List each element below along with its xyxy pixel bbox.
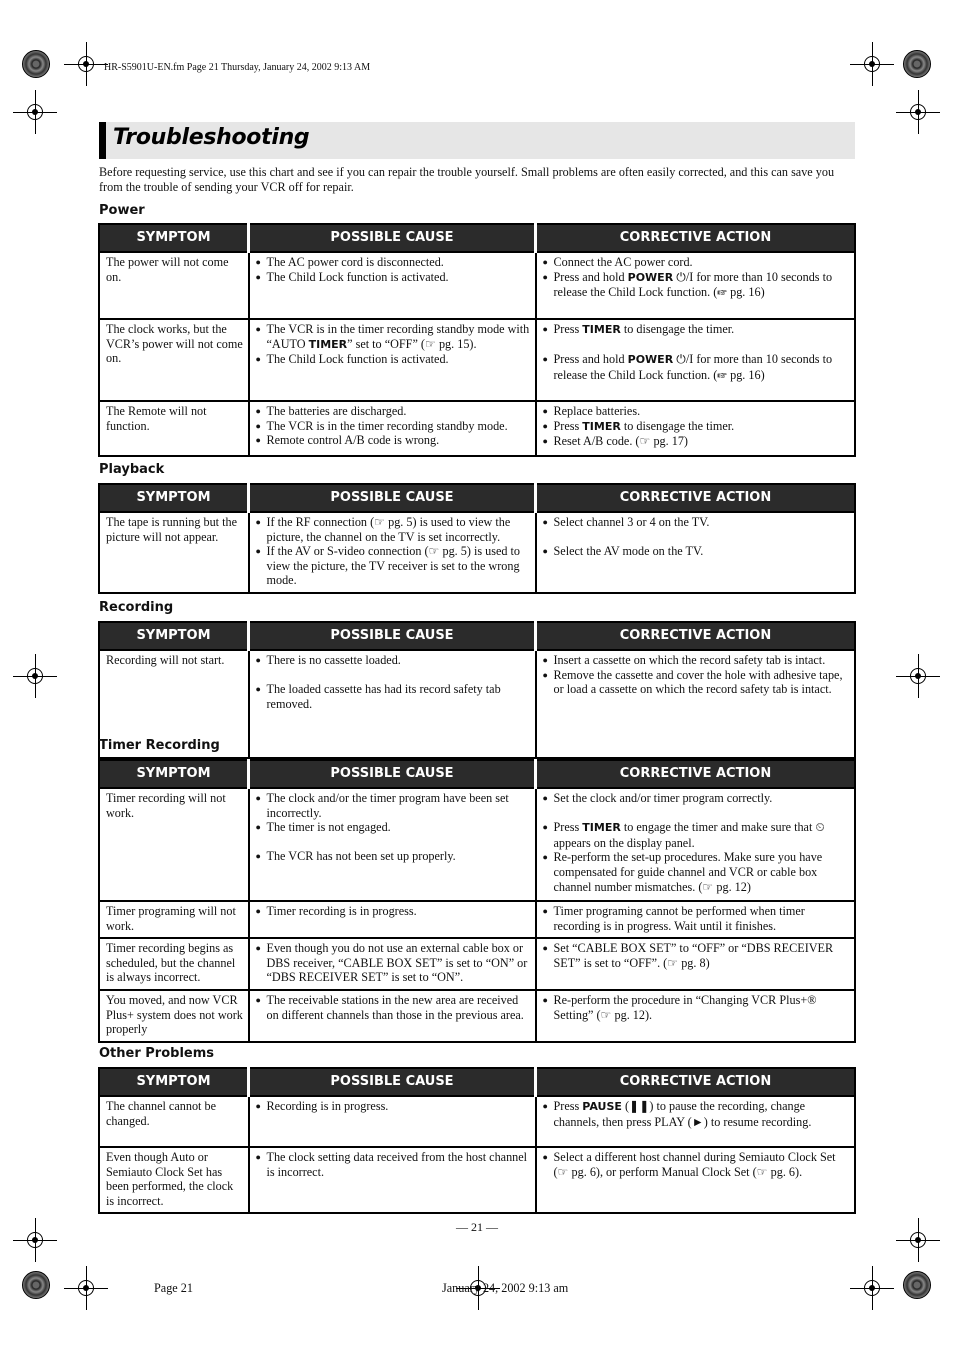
cause-cell [249,252,536,319]
cause-item: ● Even though you do not use an external cable box or DBS receiver, “CABLE BOX SET” is set to “ON” or “DBS RECEIVER SET” is set to “ON”. [256,941,531,985]
action-item: ● Set “CABLE BOX SET” to “OFF” or “DBS RECEIVER SET” is set to “OFF”. (☞ pg. 8) [543,941,851,970]
color-target-bottom-right [903,1271,931,1299]
page-number: — 21 — [456,1220,498,1234]
column-header-action: CORRECTIVE ACTION [536,1068,856,1096]
cause-cell [249,319,536,401]
action-item: ● Press and hold POWER ⏻/I for more than 10 seconds to release the Child Lock function. (☞ pg. 16) [543,352,851,382]
column-header-action: CORRECTIVE ACTION [536,622,856,650]
column-header-action: CORRECTIVE ACTION [536,760,856,788]
action-cell [536,319,856,401]
table-row [99,901,855,938]
table-header-row [99,1068,855,1096]
color-target-top-left [22,50,50,78]
file-header: HR-S5901U-EN.fm Page 21 Thursday, January 24, 2002 9:13 AM [104,62,371,73]
action-item: ● Timer programing cannot be performed when timer recording is in progress. Wait until it finishes. [543,904,851,933]
cause-item: ● The Child Lock function is activated. [256,352,531,367]
action-cell [536,1096,856,1147]
table-header-row [99,484,855,512]
section-heading: Playback [99,462,165,477]
button-keyword: TIMER [582,821,621,835]
cause-item: ● The loaded cassette has had its record safety tab removed. [256,682,531,711]
action-cell [536,252,856,319]
table-row [99,319,855,401]
action-item: ● Select a different host channel during Semiauto Clock Set (☞ pg. 6), or perform Manual Clock Set (☞ pg. 6). [543,1150,851,1179]
action-cell [536,401,856,456]
cause-item: ● If the RF connection (☞ pg. 5) is used to view the picture, the channel on the TV is set incorrectly. [256,515,531,544]
button-keyword: POWER [627,353,674,367]
title-accent-bar [99,122,106,159]
action-item: ● Connect the AC power cord. [543,255,851,270]
cause-item: ● The timer is not engaged. [256,820,531,835]
action-item: ● Re-perform the procedure in “Changing VCR Plus+® Setting” (☞ pg. 12). [543,993,851,1022]
cause-item: ● There is no cassette loaded. [256,653,531,668]
column-header-action: CORRECTIVE ACTION [536,224,856,252]
table-row [99,990,855,1042]
action-item: ● Re-perform the set-up procedures. Make sure you have compensated for guide channel and VCR or cable box channel number mismatches. (☞ pg. 12) [543,850,851,894]
action-item: ● Insert a cassette on which the record safety tab is intact. [543,653,851,668]
button-keyword: TIMER [582,419,621,433]
action-item: ● Replace batteries. [543,404,851,419]
action-cell [536,1147,856,1213]
color-target-bottom-left [22,1271,50,1299]
table-row [99,788,855,901]
table-header-row [99,760,855,788]
cause-cell [249,1147,536,1213]
symptom-cell: The clock works, but the VCR’s power will not come on. [99,319,249,401]
button-keyword: PAUSE [582,1100,622,1113]
troubleshooting-table [98,223,856,457]
table-header-row [99,622,855,650]
table-row [99,401,855,456]
intro-paragraph: Before requesting service, use this chart and see if you can repair the trouble yourself. Small problems are often easily corrected, and this can save you from the trouble of sending your VCR off for repair. [99,165,835,194]
section-heading: Other Problems [99,1046,215,1061]
column-header-symptom: SYMPTOM [99,622,249,650]
cause-cell [249,901,536,938]
symptom-cell: Timer recording will not work. [99,788,249,901]
section-heading: Recording [99,600,174,615]
action-cell [536,938,856,990]
column-header-symptom: SYMPTOM [99,484,249,512]
action-cell [536,650,856,758]
cause-item: ● The receivable stations in the new area are received on different channels than those in the previous area. [256,993,531,1022]
symptom-cell: The power will not come on. [99,252,249,319]
cause-item: ● Recording is in progress. [256,1099,531,1114]
action-item: ● Select the AV mode on the TV. [543,544,851,559]
cause-item: ● The clock setting data received from the host channel is incorrect. [256,1150,531,1179]
troubleshooting-table [98,759,856,1043]
button-keyword: TIMER [582,323,621,336]
cause-item: ● The VCR has not been set up properly. [256,849,531,864]
action-cell [536,788,856,901]
footer-page: Page 21 [154,1281,193,1295]
symptom-cell: You moved, and now VCR Plus+ system does not work properly [99,990,249,1042]
button-keyword: POWER [627,270,674,284]
symptom-cell: The Remote will not function. [99,401,249,456]
troubleshooting-table [98,1067,856,1214]
title-bar [99,122,855,159]
column-header-symptom: SYMPTOM [99,224,249,252]
table-row [99,938,855,990]
action-item: ● Press PAUSE (❚❚) to pause the recording, change channels, then press PLAY (►) to resume recording. [543,1099,851,1129]
column-header-action: CORRECTIVE ACTION [536,484,856,512]
action-item: ● Reset A/B code. (☞ pg. 17) [543,434,851,449]
cause-item: ● Timer recording is in progress. [256,904,531,919]
column-header-cause: POSSIBLE CAUSE [249,224,536,252]
symptom-cell: Timer programing will not work. [99,901,249,938]
table-row [99,1096,855,1147]
symptom-cell: Even though Auto or Semiauto Clock Set has been performed, the clock is incorrect. [99,1147,249,1213]
action-cell [536,512,856,593]
section-heading: Power [99,203,145,218]
cause-cell [249,938,536,990]
action-cell [536,901,856,938]
table-row [99,252,855,319]
cause-item: ● The Child Lock function is activated. [256,270,531,285]
cause-cell [249,512,536,593]
column-header-cause: POSSIBLE CAUSE [249,1068,536,1096]
footer-date: January 24, 2002 9:13 am [442,1281,569,1295]
column-header-symptom: SYMPTOM [99,760,249,788]
cause-cell [249,1096,536,1147]
action-item: ● Set the clock and/or timer program correctly. [543,791,851,806]
cause-cell [249,401,536,456]
cause-item: ● Remote control A/B code is wrong. [256,433,531,448]
cause-cell [249,990,536,1042]
action-cell [536,990,856,1042]
cause-item: ● The VCR is in the timer recording standby mode with “AUTO TIMER” set to “OFF” (☞ pg. 15). [256,322,531,352]
action-item: ● Press TIMER to disengage the timer. [543,322,851,338]
action-item: ● Select channel 3 or 4 on the TV. [543,515,851,530]
action-item: ● Remove the cassette and cover the hole with adhesive tape, or load a cassette on which the record safety tab is intact. [543,668,851,697]
table-row [99,1147,855,1213]
action-item: ● Press TIMER to disengage the timer. [543,419,851,435]
column-header-cause: POSSIBLE CAUSE [249,622,536,650]
column-header-symptom: SYMPTOM [99,1068,249,1096]
cause-cell [249,788,536,901]
table-header-row [99,224,855,252]
section-heading: Timer Recording [99,738,220,753]
cause-item: ● The VCR is in the timer recording standby mode. [256,419,531,434]
color-target-top-right [903,50,931,78]
symptom-cell: The channel cannot be changed. [99,1096,249,1147]
symptom-cell: Recording will not start. [99,650,249,758]
cause-item: ● If the AV or S-video connection (☞ pg. 5) is used to view the picture, the TV receiver is set to the wrong mode. [256,544,531,588]
cause-item: ● The batteries are discharged. [256,404,531,419]
column-header-cause: POSSIBLE CAUSE [249,760,536,788]
cause-item: ● The clock and/or the timer program have been set incorrectly. [256,791,531,820]
action-item: ● Press and hold POWER ⏻/I for more than 10 seconds to release the Child Lock function. (☞ pg. 16) [543,270,851,300]
button-keyword: TIMER [308,337,348,351]
page-title: Troubleshooting [113,125,310,150]
symptom-cell: Timer recording begins as scheduled, but the channel is always incorrect. [99,938,249,990]
column-header-cause: POSSIBLE CAUSE [249,484,536,512]
symptom-cell: The tape is running but the picture will not appear. [99,512,249,593]
troubleshooting-table [98,483,856,594]
table-row [99,512,855,593]
cause-cell [249,650,536,758]
action-item: ● Press TIMER to engage the timer and make sure that ⏲ appears on the display panel. [543,820,851,850]
cause-item: ● The AC power cord is disconnected. [256,255,531,270]
